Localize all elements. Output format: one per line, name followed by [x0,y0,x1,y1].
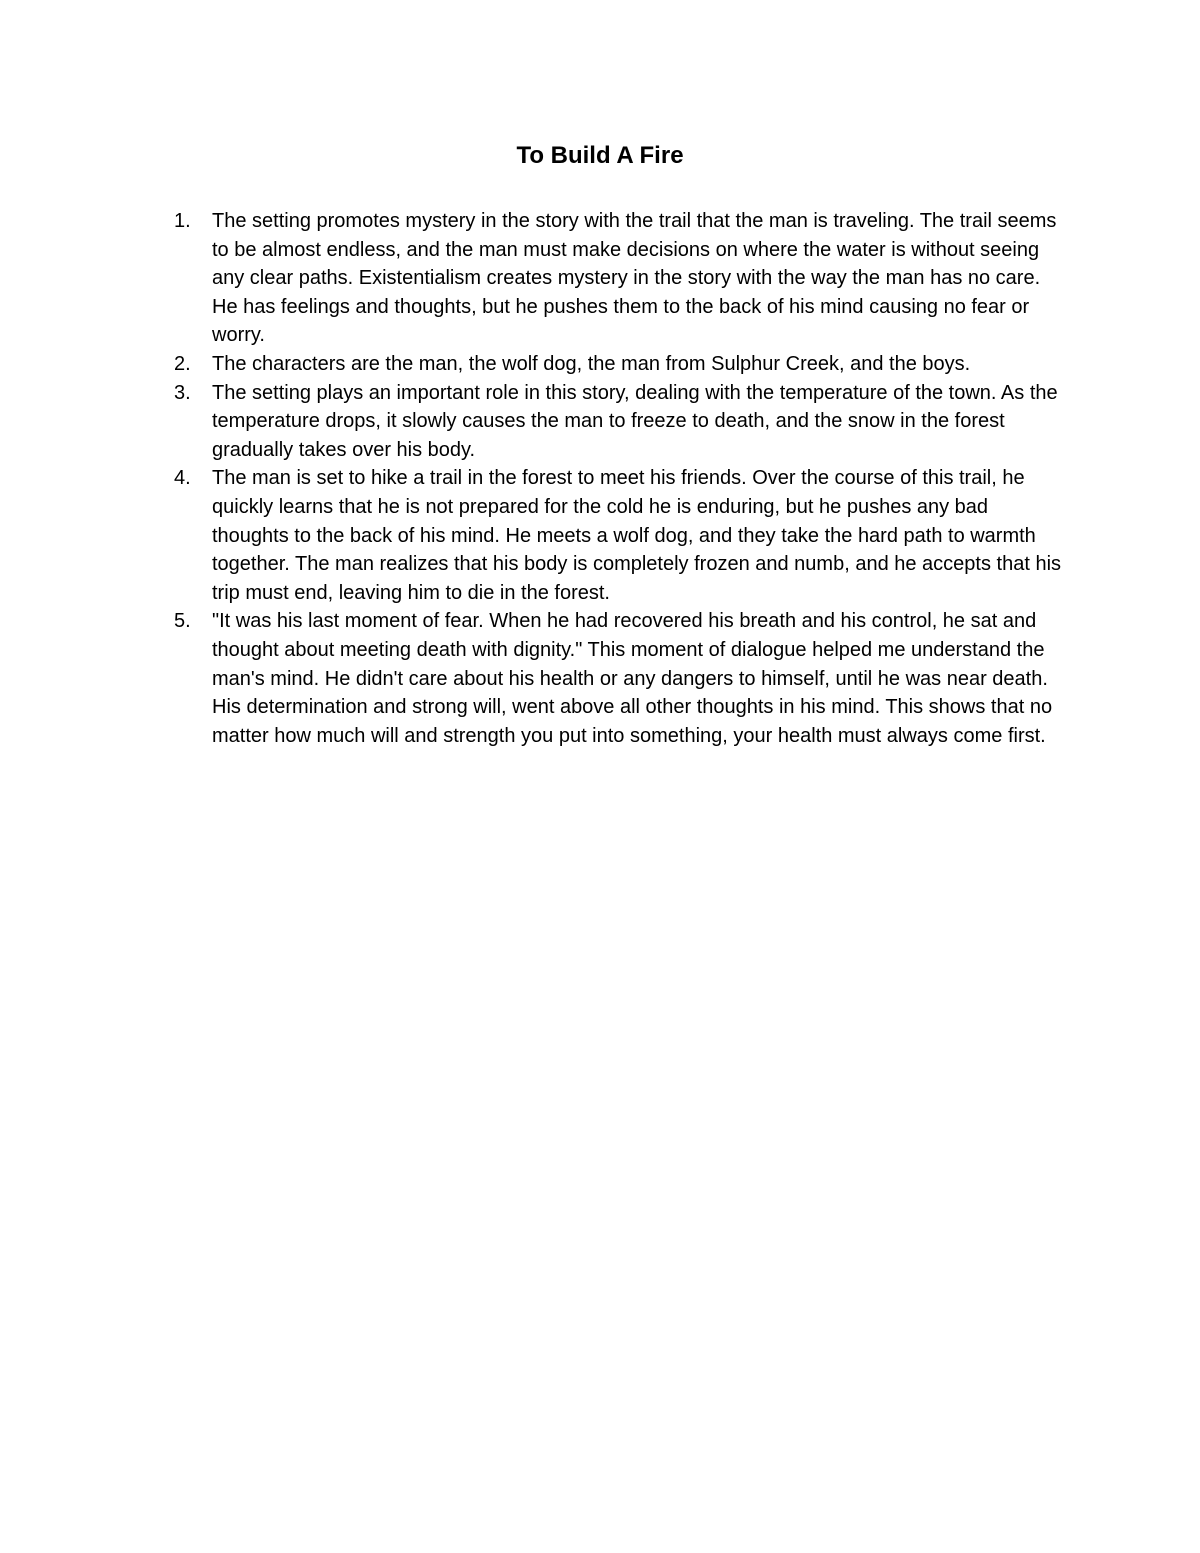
answer-list [0,207,1200,750]
list-item [0,350,1200,379]
item-number: 2. [174,352,191,375]
item-number: 1. [174,210,191,232]
list-item [0,464,1200,607]
item-text: The setting promotes mystery in the story with the trail that the man is traveling. The trail seems to be almost endless, and the man must make decisions on where the water is without seeing any clear paths. Existentialism creates mystery in the story with the way the man has no care. He has feelings and thoughts, but he pushes them to the back of his mind causing no fear or worry. [212,210,1057,347]
list-item [0,379,1200,465]
item-text: The characters are the man, the wolf dog, the man from Sulphur Creek, and the boys. [212,352,971,375]
item-number: 5. [174,610,191,633]
item-text: The setting plays an important role in this story, dealing with the temperature of the town. As the temperature drops, it slowly causes the man to freeze to death, and the snow in the forest gradually takes over his body. [212,381,1058,461]
list-item [0,207,1200,350]
item-number: 4. [174,467,191,490]
list-item [0,607,1200,750]
item-number: 3. [174,381,191,404]
item-text: The man is set to hike a trail in the forest to meet his friends. Over the course of this trail, he quickly learns that he is not prepared for the cold he is enduring, but he pushes any bad thoughts to the back of his mind. He meets a wolf dog, and they take the hard path to warmth together. The man realizes that his body is completely frozen and numb, and he accepts that his trip must end, leaving him to die in the forest. [212,467,1062,604]
document-title: To Build A Fire [516,142,684,169]
item-text: "It was his last moment of fear. When he had recovered his breath and his control, he sat and thought about meeting death with dignity." This moment of dialogue helped me understand the man's mind. He didn't care about his health or any dangers to himself, until he was near death. His determination and strong will, went above all other thoughts in his mind. This shows that no matter how much will and strength you put into something, your health must always come first. [212,610,1053,747]
